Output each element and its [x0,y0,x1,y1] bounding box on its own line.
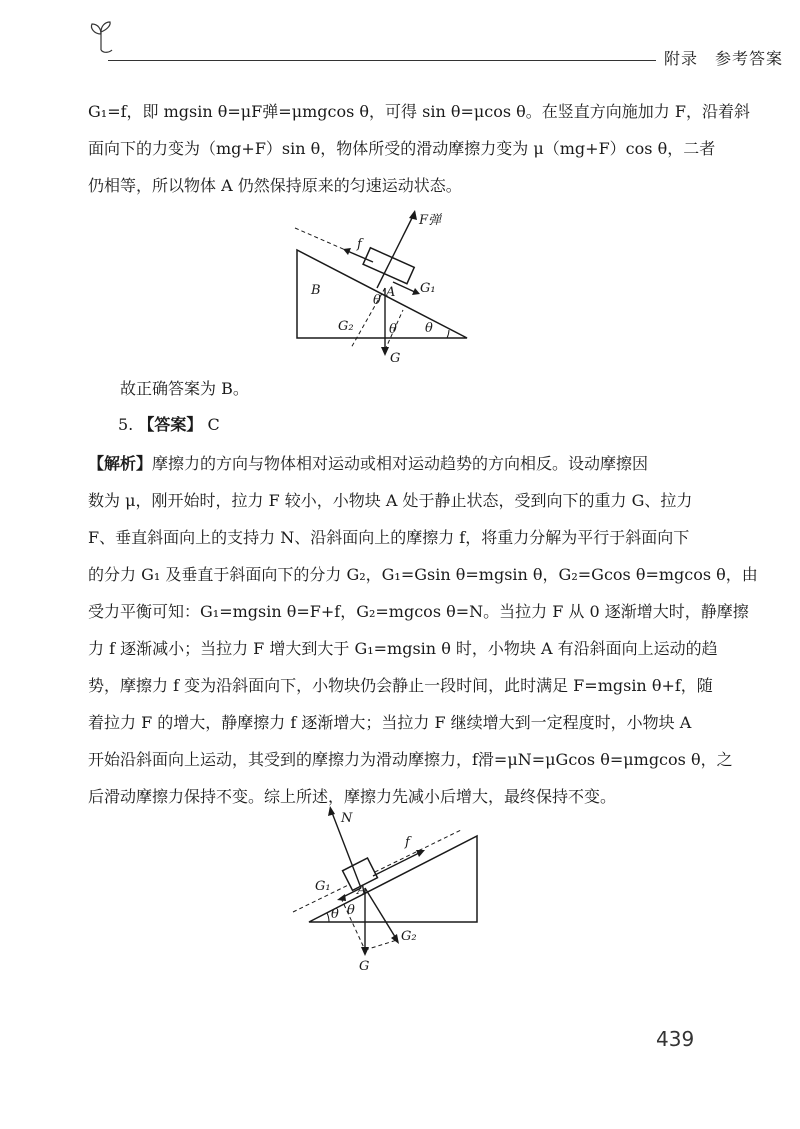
question-5-answer [118,406,738,443]
text-line: G₁=f，即 mgsin θ=μF弹=μmgcos θ，可得 sin θ=μcos θ。在竖直方向施加力 F，沿着斜 [88,102,750,121]
conclusion-line [120,370,740,407]
label-n: N [341,811,353,826]
solution-paragraph-2 [88,445,758,815]
force-diagram-2 [285,800,485,975]
label-g2: G₂ [338,319,354,334]
label-b: B [311,283,321,298]
text-line: 势，摩擦力 f 变为沿斜面向下，小物块仍会静止一段时间，此时满足 F=mgsin θ+f，随 [88,676,713,695]
text-line: 摩擦力的方向与物体相对运动或相对运动趋势的方向相反。设动摩擦因 [152,454,649,473]
label-g1: G₁ [420,281,436,296]
label-theta: θ [373,293,381,308]
arrowhead [381,347,389,356]
text-line: 仍相等，所以物体 A 仍然保持原来的匀速运动状态。 [88,176,462,195]
text-line: 力 f 逐渐减小；当拉力 F 增大到大于 G₁=mgsin θ 时，小物块 A 有沿斜面向上运动的趋 [88,639,718,658]
g2-arrow [365,888,397,940]
text-line: 受力平衡可知：G₁=mgsin θ=F+f，G₂=mgcos θ=N。当拉力 F 从 0 逐渐增大时，静摩擦 [88,602,749,621]
label-f-spring: F弹 [419,213,442,228]
arrowhead [361,947,369,956]
angle-arc [447,330,449,338]
arrowhead [409,210,417,220]
label-theta: θ [331,907,339,922]
label-theta: θ [389,322,397,337]
sprout-logo-icon [86,20,116,54]
label-friction: f [405,835,410,850]
label-g2: G₂ [401,929,417,944]
section-label: 附录 参考答案 [664,49,784,68]
arrowhead [328,806,335,816]
header-rule [108,60,656,61]
angle-arc [327,913,329,922]
page-number: 439 [656,1027,695,1051]
text-line: 的分力 G₁ 及垂直于斜面向下的分力 G₂，G₁=Gsin θ=mgsin θ，G₂=Gcos θ=mgcos θ，由 [88,565,758,584]
slope-dashed-line [293,830,461,912]
label-g: G [390,351,401,366]
text-line: 开始沿斜面向上运动，其受到的摩擦力为滑动摩擦力，f滑=μN=μGcos θ=μmgcos θ，之 [88,750,733,769]
projection-dashed-line [365,940,397,950]
page-header [86,20,784,68]
label-a: A [357,883,367,898]
label-theta: θ [347,903,355,918]
text-line: 面向下的力变为（mg+F）sin θ，物体所受的滑动摩擦力变为 μ（mg+F）cos θ，二者 [88,139,716,158]
text-line: 着拉力 F 的增大，静摩擦力 f 逐渐增大；当拉力 F 继续增大到一定程度时，小物块 A [88,713,692,732]
answer-tag: 【答案】 [138,415,203,434]
label-friction: f [357,237,362,252]
friction-arrow [373,852,421,876]
question-number: 5. [118,415,134,434]
answer-value: C [207,415,220,434]
analysis-tag: 【解析】 [88,454,153,473]
text-line: 故正确答案为 B。 [120,379,249,398]
text-line: 数为 μ，刚开始时，拉力 F 较小，小物块 A 处于静止状态，受到向下的重力 G、拉力 [88,491,693,510]
force-diagram-1 [285,200,485,370]
solution-paragraph-1 [88,93,750,204]
arrowhead [391,934,399,944]
text-line: F、垂直斜面向上的支持力 N、沿斜面向上的摩擦力 f，将重力分解为平行于斜面向下 [88,528,690,547]
label-theta: θ [425,321,433,336]
text-line: 后滑动摩擦力保持不变。综上所述，摩擦力先减小后增大，最终保持不变。 [88,787,617,806]
label-g: G [359,959,370,974]
label-a: A [386,285,396,300]
label-g1: G₁ [315,879,331,894]
